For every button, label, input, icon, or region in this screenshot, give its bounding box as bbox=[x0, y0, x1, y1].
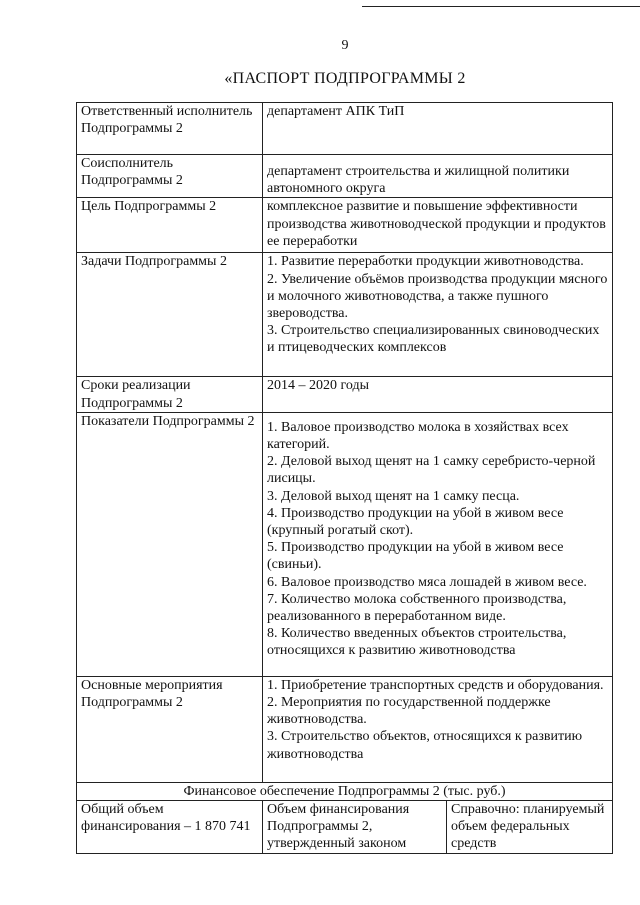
list-item: 1. Валовое производство молока в хозяйствах всех категорий. bbox=[267, 419, 569, 453]
row-label-tasks: Задачи Подпрограммы 2 bbox=[77, 253, 263, 377]
list-item: 4. Производство продукции на убой в живом весе (крупный рогатый скот). bbox=[267, 505, 564, 539]
list-item: 1. Развитие переработки продукции животноводства. bbox=[267, 254, 584, 270]
row-label-responsible: Ответственный исполнитель Подпрограммы 2 bbox=[77, 103, 263, 155]
list-item: 6. Валовое производство мяса лошадей в живом весе. bbox=[267, 574, 587, 590]
document-title: «ПАСПОРТ ПОДПРОГРАММЫ 2 bbox=[224, 70, 466, 87]
table-row bbox=[77, 103, 613, 155]
row-label-indicators: Показатели Подпрограммы 2 bbox=[77, 412, 263, 676]
row-value-coexecutor: департамент строительства и жилищной политики автономного округа bbox=[263, 155, 613, 198]
row-value-tasks bbox=[263, 253, 613, 377]
table-row bbox=[77, 782, 613, 800]
table-row bbox=[77, 198, 613, 253]
row-value-activities bbox=[263, 676, 613, 782]
row-value-goal: комплексное развитие и повышение эффективности производства животноводческой продукции и продуктов ее переработки bbox=[263, 198, 613, 253]
list-item: 7. Количество молока собственного производства, реализованного в переработанном виде. bbox=[267, 591, 567, 625]
list-item: 3. Деловой выход щенят на 1 самку песца. bbox=[267, 488, 520, 504]
list-item: 8. Количество введенных объектов строительства, относящихся к развитию животноводства bbox=[267, 626, 567, 659]
table-row bbox=[77, 801, 613, 854]
row-value-responsible: департамент АПК ТиП bbox=[263, 103, 613, 155]
list-item: 2. Мероприятия по государственной поддержке животноводства. bbox=[267, 695, 551, 728]
row-value-indicators bbox=[263, 412, 613, 676]
list-item: 3. Строительство специализированных свиноводческих и птицеводческих комплексов bbox=[267, 323, 600, 356]
table-row bbox=[77, 676, 613, 782]
list-item: 2. Увеличение объёмов производства продукции мясного и молочного животноводства, а также пушного звероводства. bbox=[267, 271, 608, 322]
list-item: 5. Производство продукции на убой в живом весе (свиньи). bbox=[267, 540, 564, 573]
table-row bbox=[77, 412, 613, 676]
passport-table bbox=[76, 102, 613, 854]
table-row bbox=[77, 253, 613, 377]
list-item: 1. Приобретение транспортных средств и оборудования. bbox=[267, 677, 604, 693]
row-label-goal: Цель Подпрограммы 2 bbox=[77, 198, 263, 253]
financing-federal: Справочно: планируемый объем федеральных средств bbox=[447, 801, 613, 854]
page-number: 9 bbox=[341, 38, 349, 53]
financing-approved: Объем финансирования Подпрограммы 2, утвержденный законом bbox=[263, 801, 447, 854]
list-item: 2. Деловой выход щенят на 1 самку серебристо-черной лисицы. bbox=[267, 454, 596, 487]
financing-header: Финансовое обеспечение Подпрограммы 2 (тыс. руб.) bbox=[77, 782, 613, 800]
list-item: 3. Строительство объектов, относящихся к развитию животноводства bbox=[267, 729, 583, 762]
row-value-timeline: 2014 – 2020 годы bbox=[263, 377, 613, 412]
row-label-activities: Основные мероприятия Подпрограммы 2 bbox=[77, 676, 263, 782]
table-row bbox=[77, 155, 613, 198]
row-label-coexecutor: Соисполнитель Подпрограммы 2 bbox=[77, 155, 263, 198]
row-label-timeline: Сроки реализации Подпрограммы 2 bbox=[77, 377, 263, 412]
table-row bbox=[77, 377, 613, 412]
top-border-line bbox=[362, 6, 640, 7]
financing-total: Общий объем финансирования – 1 870 741 bbox=[77, 801, 263, 854]
